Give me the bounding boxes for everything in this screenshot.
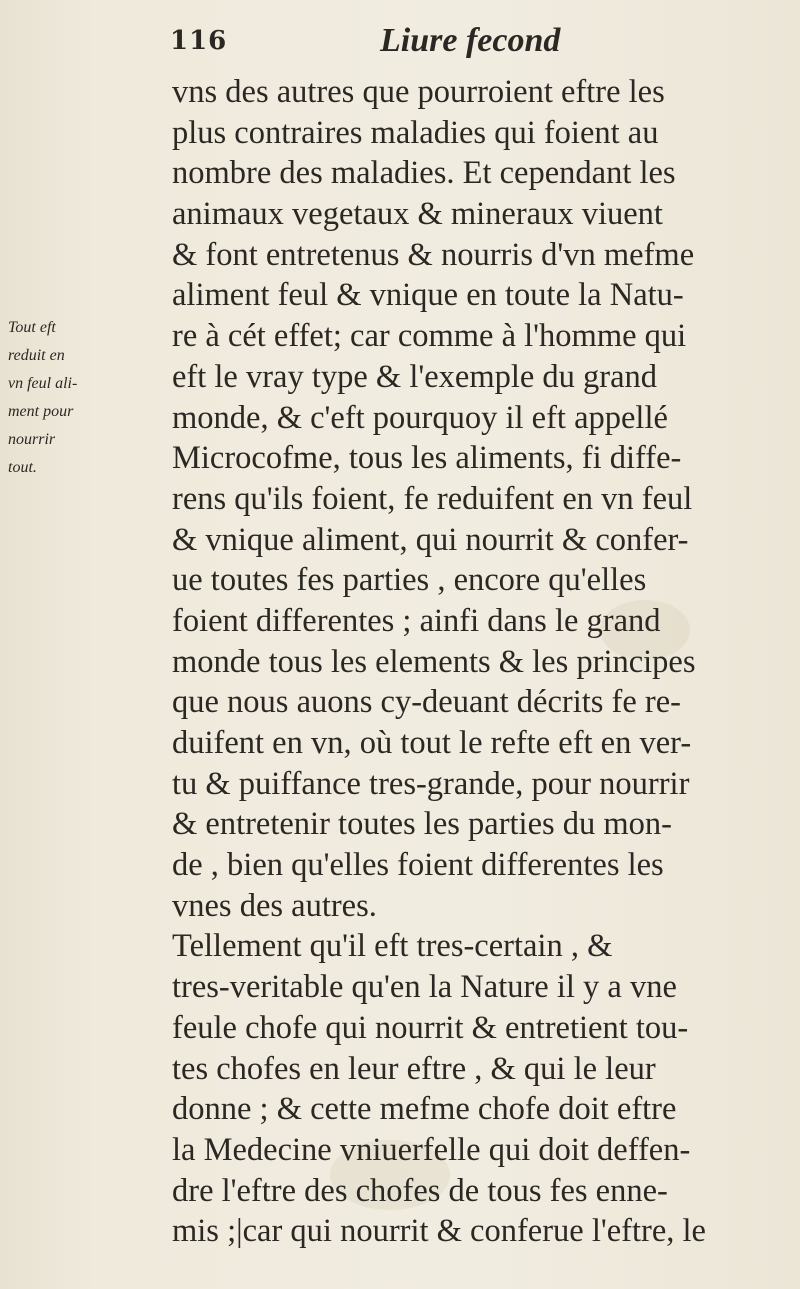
marginal-note-line: Tout eft [8, 319, 56, 336]
text-line: & vnique aliment, qui nourrit & confer- [172, 521, 689, 558]
text-line: monde tous les elements & les principes [172, 643, 696, 680]
marginal-note [8, 314, 120, 482]
text-line: vnes des autres. [172, 887, 377, 924]
text-line: plus contraires maladies qui foient au [172, 114, 659, 151]
text-line: ue toutes fes parties , encore qu'elles [172, 562, 647, 599]
text-line: tres-veritable qu'en la Nature il y a vne [172, 969, 677, 1006]
text-line: nombre des maladies. Et cependant les [172, 155, 676, 192]
running-title: Liure fecond [380, 22, 561, 59]
text-line: tes chofes en leur eftre , & qui le leur [172, 1050, 656, 1087]
text-line: re à cét effet; car comme à l'homme qui [172, 318, 687, 355]
text-line: tu & puiffance tres-grande, pour nourrir [172, 765, 690, 802]
text-line: rens qu'ils foient, fe reduifent en vn feul [172, 480, 693, 517]
marginal-note-line: nourrir [8, 431, 56, 448]
page-header [170, 22, 630, 72]
page-number: 116 [170, 26, 228, 56]
text-line: monde, & c'eft pourquoy il eft appellé [172, 399, 668, 436]
text-line: vns des autres que pourroient eftre les [172, 74, 665, 110]
text-line: la Medecine vniuerfelle qui doit deffen- [172, 1131, 691, 1168]
marginal-note-line: reduit en [8, 347, 65, 364]
text-line: feule chofe qui nourrit & entretient tou- [172, 1009, 689, 1046]
text-line: Tellement qu'il eft tres-certain , & [172, 928, 613, 965]
text-line: mis ;|car qui nourrit & conferue l'eftre, le [172, 1213, 706, 1250]
marginal-note-line: vn feul ali- [8, 375, 78, 392]
text-line: eft le vray type & l'exemple du grand [172, 358, 658, 395]
text-line: foient differentes ; ainfi dans le grand [172, 602, 661, 639]
marginal-note-line: ment pour [8, 403, 74, 420]
text-line: animaux vegetaux & mineraux viuent [172, 196, 663, 233]
text-line: dre l'eftre des chofes de tous fes enne- [172, 1172, 668, 1209]
text-line: que nous auons cy-deuant décrits fe re- [172, 684, 681, 721]
text-line: & font entretenus & nourris d'vn mefme [172, 236, 695, 273]
body-text [172, 72, 772, 1252]
text-line: & entretenir toutes les parties du mon- [172, 806, 673, 843]
text-line: donne ; & cette mefme chofe doit eftre [172, 1091, 677, 1128]
text-line: duifent en vn, où tout le refte eft en ver- [172, 725, 692, 761]
marginal-note-line: tout. [8, 459, 37, 476]
text-line: Microcofme, tous les aliments, fi diffe- [172, 440, 682, 477]
text-line: de , bien qu'elles foient differentes les [172, 847, 664, 884]
text-line: aliment feul & vnique en toute la Natu- [172, 277, 684, 314]
